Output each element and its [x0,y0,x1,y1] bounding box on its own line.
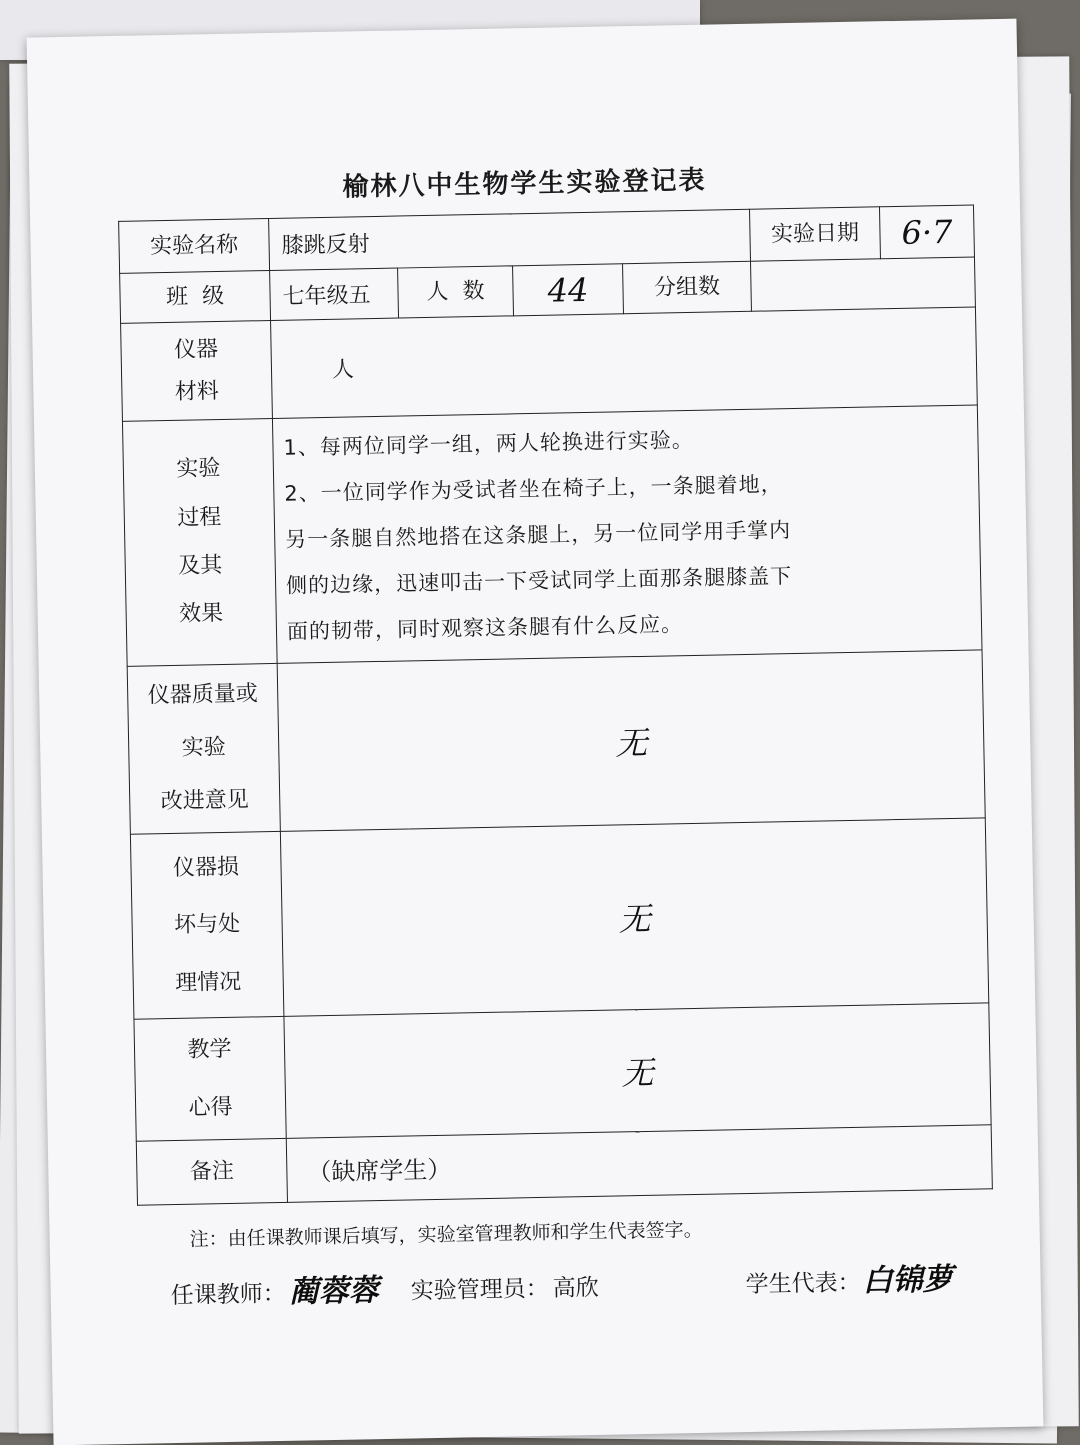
process-content [272,405,982,663]
teaching-label-line: 心得 [188,1094,233,1121]
count-value: 44 [513,264,624,316]
class-value: 七年级五 [270,268,399,320]
experiment-date-label: 实验日期 [750,207,881,261]
process-line: 侧的边缘，迅速叩击一下受试同学上面那条腿膝盖下 [285,564,793,598]
teaching-value: 无 [284,1003,991,1139]
process-label-line: 实验 [176,456,221,483]
admin-name: 高欣 [552,1274,599,1302]
table-row [134,1003,991,1141]
teaching-label [134,1016,286,1141]
remarks-label: 备注 [136,1138,287,1205]
form-note: 注：由任课教师课后填写，实验室管理教师和学生代表签字。 [189,1218,703,1251]
process-label-line: 及其 [177,552,223,579]
experiment-name-value: 膝跳反射 [269,209,751,270]
quality-label-line: 仪器质量或 [147,681,258,709]
student-rep-label: 学生代表： [745,1269,861,1299]
groups-label: 分组数 [623,261,752,313]
student-rep-signature: 白锦萝 [862,1262,953,1299]
teacher-label: 任课教师： [170,1280,286,1310]
damage-label [130,831,284,1019]
quality-label [127,663,280,834]
materials-label-line: 仪器 [173,336,219,363]
table-row [127,650,985,834]
experiment-date-value: 6·7 [879,205,974,259]
registration-table [118,204,993,1205]
signature-line [170,1251,1001,1327]
process-label [122,418,277,666]
damage-label-line: 坏与处 [173,912,241,939]
form-title: 榆林八中生物学生实验登记表 [342,165,707,203]
groups-value [751,257,976,311]
process-label-line: 过程 [177,504,222,531]
teacher-signature: 蔺蓉蓉 [288,1273,380,1310]
materials-label [121,321,273,422]
damage-value: 无 [280,818,988,1017]
class-label: 班 级 [120,271,271,324]
table-row [130,818,988,1019]
table-row [122,405,982,666]
count-label: 人 数 [398,266,514,318]
table-row [121,307,978,421]
process-label-line: 效果 [178,601,224,628]
experiment-name-label: 实验名称 [119,219,270,274]
process-line: 另一条腿自然地搭在这条腿上，另一位同学用手掌内 [285,518,792,552]
registration-form-sheet [27,19,1044,1445]
materials-value: 人 [271,307,978,419]
materials-label-line: 材料 [174,378,220,405]
teaching-label-line: 教学 [187,1037,232,1064]
quality-label-line: 改进意见 [160,787,249,815]
process-line: 2、一位同学作为受试者坐在椅子上，一条腿着地， [284,472,783,506]
damage-label-line: 仪器损 [172,854,240,882]
quality-label-line: 实验 [181,735,226,761]
quality-value: 无 [277,650,985,832]
process-line: 1、每两位同学一组，两人轮换进行实验。 [283,427,695,460]
admin-label: 实验管理员： [410,1275,549,1305]
remarks-value: （缺席学生） [286,1125,992,1203]
damage-label-line: 理情况 [174,969,242,996]
process-line: 面的韧带，同时观察这条腿有什么反应。 [286,612,684,644]
